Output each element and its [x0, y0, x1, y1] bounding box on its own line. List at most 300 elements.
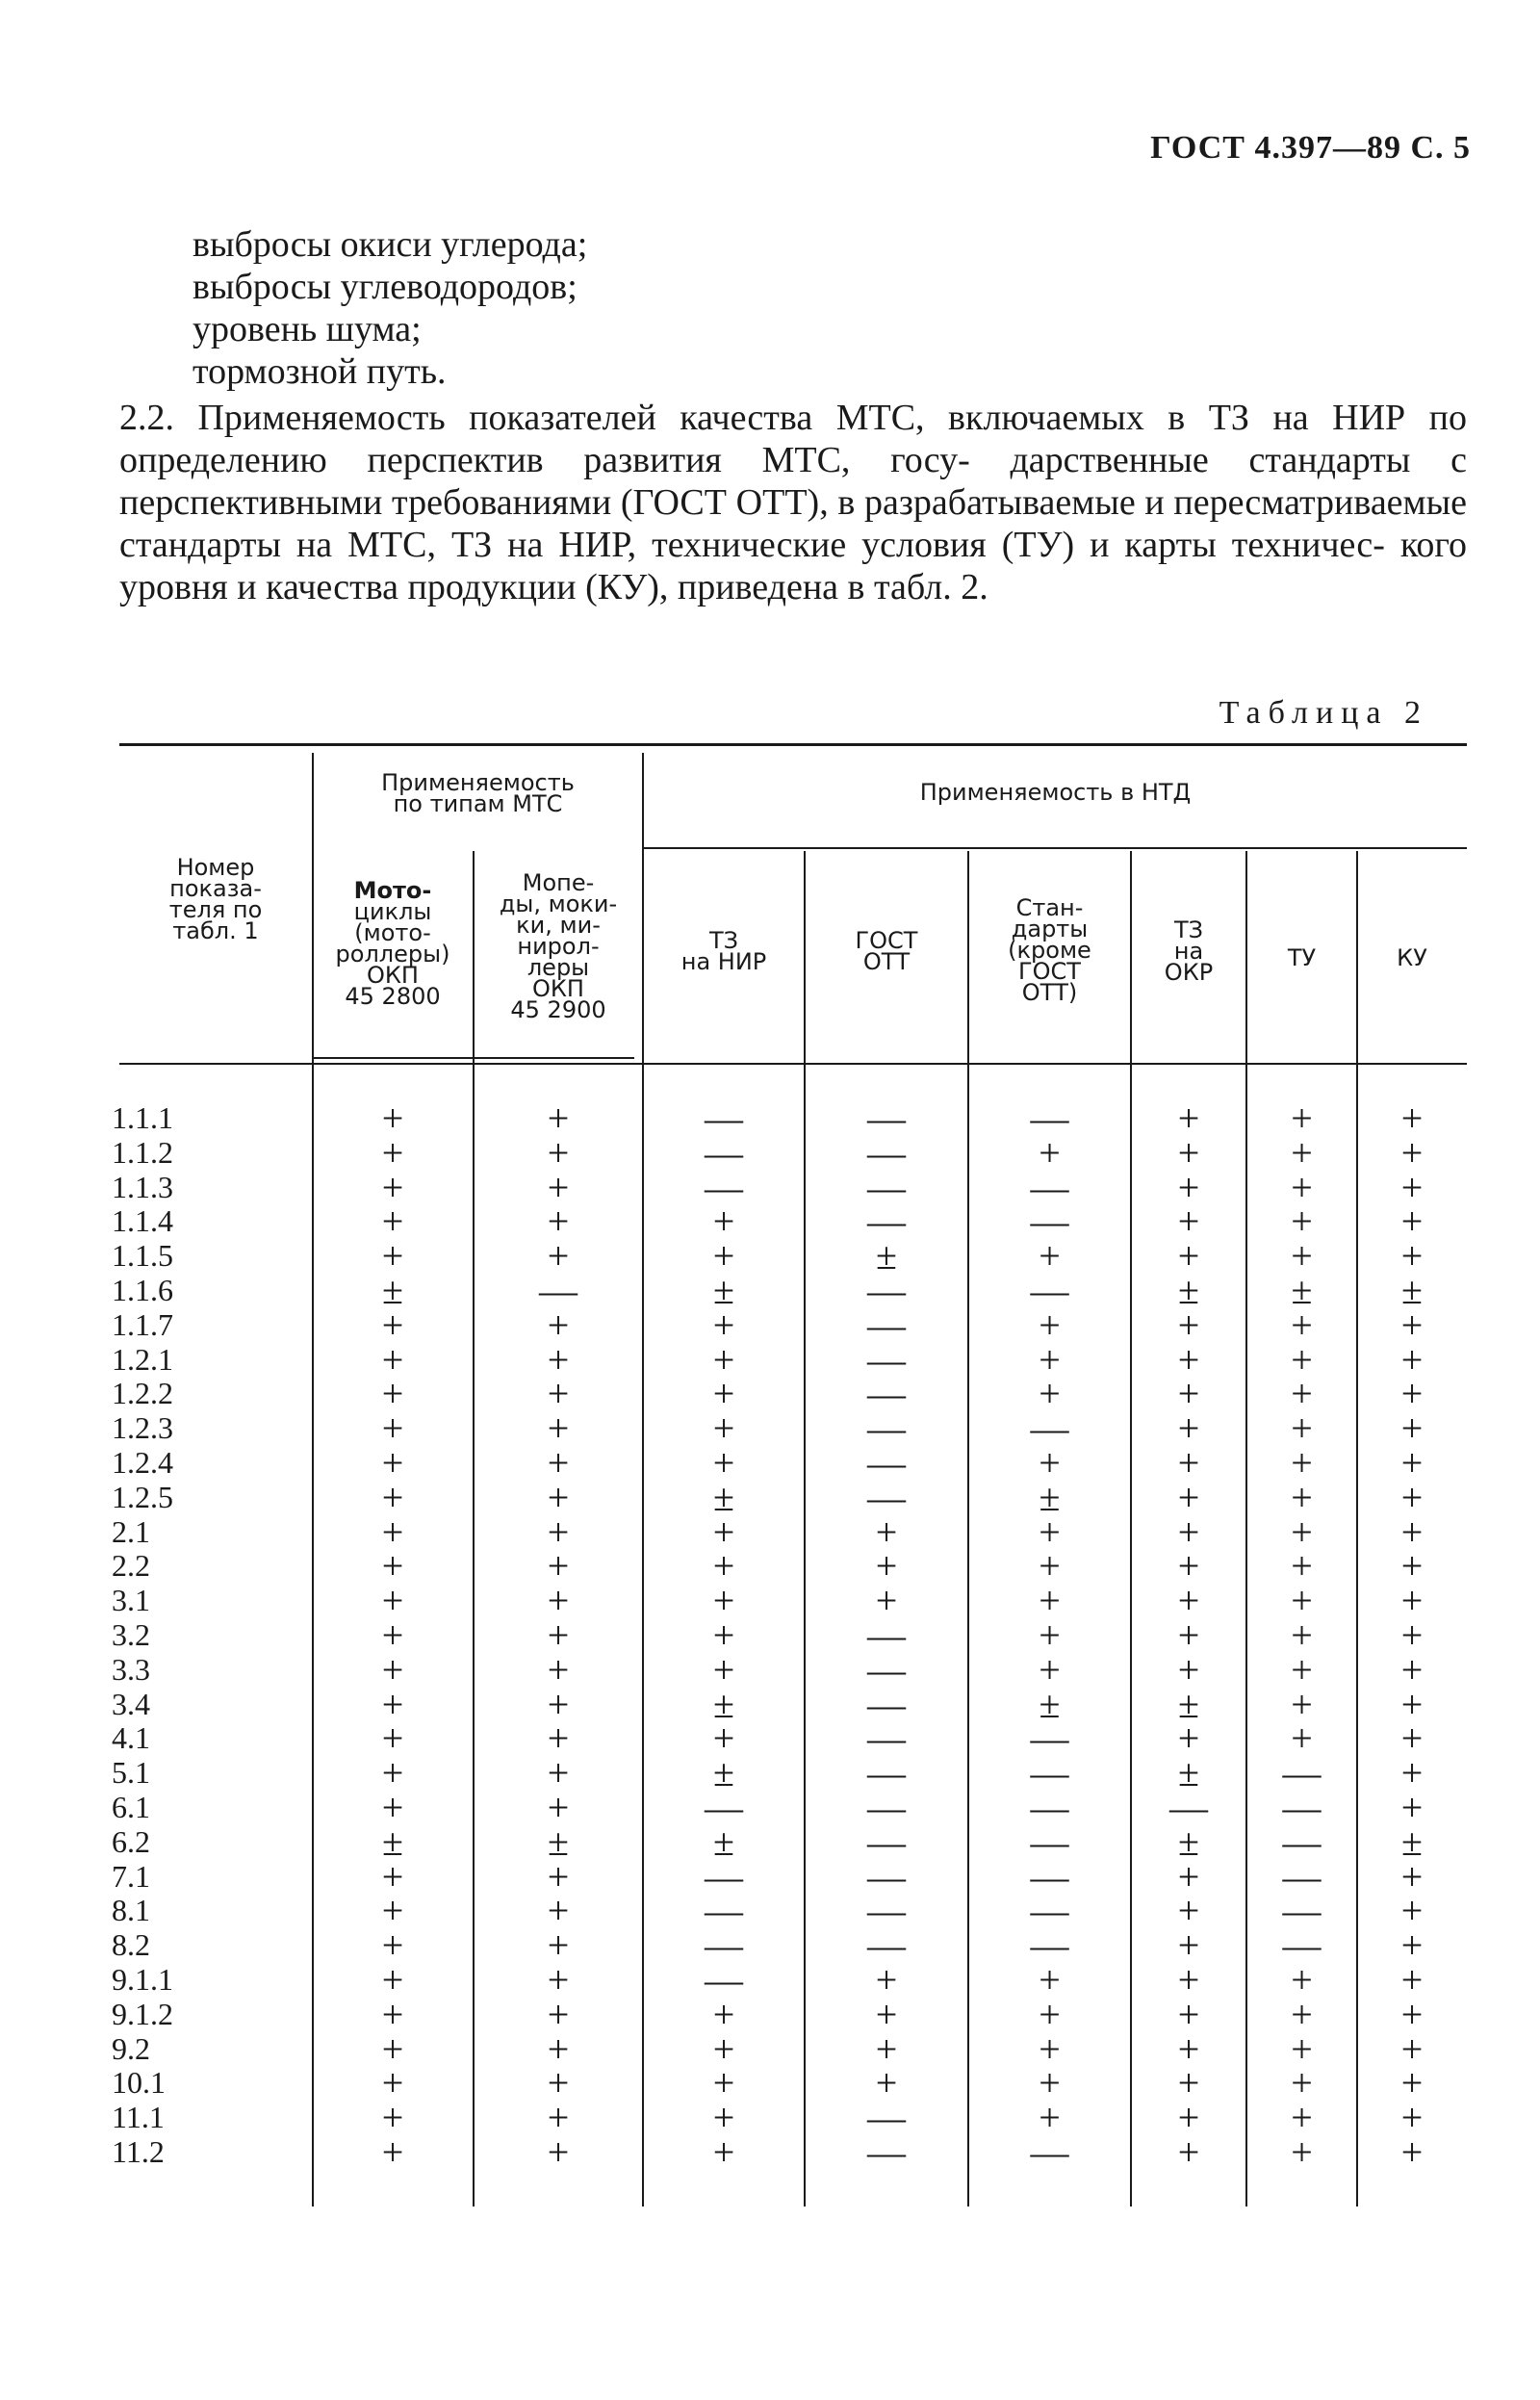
- table-row: [112, 1647, 1467, 1691]
- table-row: [112, 1475, 1467, 1519]
- row-number: 2.2: [112, 1548, 150, 1584]
- table-cell: +: [381, 1097, 404, 1140]
- table-cell: +: [1400, 1785, 1424, 1829]
- table-cell: +: [1400, 2129, 1424, 2174]
- row-number: 1.1.3: [112, 1169, 173, 1204]
- table-cell: +: [1400, 1510, 1424, 1554]
- table-cell: +: [1291, 1475, 1313, 1519]
- table-cell: —: [867, 1268, 906, 1312]
- table-cell: +: [712, 1372, 735, 1416]
- col-header-standards: Стан- дарты (кроме ГОСТ ОТТ): [1008, 894, 1091, 1006]
- table-cell: +: [712, 1406, 735, 1451]
- col-header-mopeds: Мопе- ды, моки- ки, ми- нирол- леры ОКП 45 2900: [499, 869, 618, 1023]
- table-cell: ±: [548, 1819, 569, 1864]
- table-cell: +: [1177, 2129, 1200, 2174]
- table-cell: +: [1400, 2061, 1424, 2105]
- table-cell: +: [1039, 1613, 1061, 1657]
- table-cell: —: [705, 1957, 743, 2001]
- table-cell: +: [712, 1613, 735, 1657]
- col-header-tu: ТУ: [1287, 944, 1317, 971]
- table-cell: +: [1291, 1165, 1313, 1209]
- table-row: [112, 1234, 1467, 1278]
- table-cell: +: [547, 1751, 570, 1795]
- table-cell: +: [1177, 2096, 1200, 2140]
- table-row: [112, 1785, 1467, 1829]
- table-cell: —: [1282, 1819, 1322, 1864]
- row-number: 1.2.1: [112, 1341, 173, 1377]
- table-cell: +: [1291, 1234, 1313, 1278]
- row-number: 1.2.2: [112, 1376, 173, 1411]
- table-row: [112, 1130, 1467, 1174]
- row-number: 8.1: [112, 1893, 150, 1928]
- table-cell: +: [1400, 1992, 1424, 2036]
- row-number: 5.1: [112, 1755, 150, 1791]
- table-cell: +: [381, 1751, 404, 1795]
- table-row: [112, 1957, 1467, 2001]
- table-cell: +: [381, 1130, 404, 1174]
- table-cell: +: [1400, 1200, 1424, 1244]
- table-cell: —: [867, 1613, 906, 1657]
- table-cell: +: [1291, 2096, 1313, 2140]
- table-cell: —: [1030, 1889, 1069, 1933]
- table-cell: +: [1177, 1165, 1200, 1209]
- table-cell: +: [1291, 1544, 1313, 1588]
- table-cell: +: [1400, 1716, 1424, 1761]
- table-cell: +: [1400, 1337, 1424, 1381]
- table-cell: —: [867, 1303, 906, 1347]
- table-cell: +: [547, 1097, 570, 1140]
- table-cell: —: [867, 1130, 906, 1174]
- table-cell: —: [1030, 1200, 1069, 1244]
- table-cell: ±: [1039, 1475, 1061, 1519]
- table-cell: —: [867, 1165, 906, 1209]
- table-cell: +: [1177, 1716, 1200, 1761]
- table-cell: +: [1400, 1303, 1424, 1347]
- table-cell: +: [1039, 1647, 1061, 1691]
- paragraph-line: МТС, ТЗ на НИР, технические условия (ТУ) и карты техничес-: [347, 525, 1385, 565]
- table-cell: +: [875, 2026, 898, 2071]
- table-cell: +: [712, 2096, 735, 2140]
- table-cell: +: [1400, 1372, 1424, 1416]
- table-row: [112, 1303, 1467, 1347]
- table-cell: +: [547, 1682, 570, 1726]
- table-cell: +: [712, 1510, 735, 1554]
- table-cell: +: [547, 1579, 570, 1623]
- table-cell: +: [712, 1716, 735, 1761]
- table-cell: +: [381, 2096, 404, 2140]
- table-cell: +: [381, 1510, 404, 1554]
- table-cell: +: [381, 1337, 404, 1381]
- table-cell: +: [547, 1957, 570, 2001]
- table-cell: +: [547, 2096, 570, 2140]
- table-cell: +: [1291, 1992, 1313, 2036]
- row-number: 3.3: [112, 1651, 150, 1687]
- table-row: [112, 1751, 1467, 1795]
- table-cell: +: [1039, 1440, 1061, 1484]
- row-number: 1.1.5: [112, 1238, 173, 1274]
- table-cell: ±: [713, 1819, 734, 1864]
- table-cell: ±: [382, 1819, 403, 1864]
- table-cell: +: [875, 1579, 898, 1623]
- paragraph-2-2: [119, 397, 1467, 608]
- table-cell: +: [381, 1923, 404, 1968]
- row-number: 8.2: [112, 1927, 150, 1963]
- row-number: 1.1.7: [112, 1306, 173, 1342]
- row-number: 4.1: [112, 1720, 150, 1756]
- row-number: 11.2: [112, 2133, 165, 2169]
- table-cell: —: [1030, 1097, 1069, 1140]
- table-cell: +: [1400, 1613, 1424, 1657]
- table-cell: —: [1030, 1165, 1069, 1209]
- table-cell: —: [1282, 1923, 1322, 1968]
- table-cell: +: [547, 1716, 570, 1761]
- table-cell: —: [867, 1889, 906, 1933]
- table-cell: +: [547, 1165, 570, 1209]
- table-cell: —: [867, 1854, 906, 1898]
- table-cell: +: [547, 2026, 570, 2071]
- table-cell: +: [381, 1406, 404, 1451]
- table-cell: +: [1039, 1544, 1061, 1588]
- row-number: 9.1.1: [112, 1961, 173, 1997]
- table-cell: +: [1177, 1854, 1200, 1898]
- table-row: [112, 1716, 1467, 1761]
- table-cell: —: [705, 1923, 743, 1968]
- table-cell: +: [1291, 1440, 1313, 1484]
- table-cell: —: [1282, 1785, 1322, 1829]
- paragraph-line: в ТЗ на НИР по определению перспектив развития МТС, госу-: [119, 398, 1468, 480]
- table-cell: ±: [1291, 1268, 1313, 1312]
- table-cell: +: [1177, 1889, 1200, 1933]
- table-cell: +: [1291, 1130, 1313, 1174]
- table-cell: —: [867, 1475, 906, 1519]
- emissions-list: [192, 223, 587, 393]
- table-cell: —: [1030, 1751, 1069, 1795]
- table-row: [112, 1992, 1467, 2036]
- table-cell: +: [1291, 2026, 1313, 2071]
- table-row: [112, 1923, 1467, 1968]
- table-cell: —: [1030, 1785, 1069, 1829]
- table-body: [112, 1097, 1467, 2174]
- table-cell: +: [875, 1544, 898, 1588]
- row-number: 1.2.4: [112, 1444, 173, 1480]
- table-cell: +: [1177, 1440, 1200, 1484]
- table-cell: +: [1177, 1406, 1200, 1451]
- table-cell: +: [712, 1579, 735, 1623]
- table-cell: +: [1400, 1647, 1424, 1691]
- table-cell: —: [867, 1647, 906, 1691]
- table-cell: —: [705, 1854, 743, 1898]
- table-cell: +: [712, 1303, 735, 1347]
- list-item: выбросы окиси углерода;: [192, 224, 588, 265]
- row-number: 1.2.3: [112, 1410, 173, 1446]
- header-bottom-rule: [119, 1063, 1467, 1065]
- table-cell: +: [1291, 1682, 1313, 1726]
- table-cell: ±: [713, 1268, 734, 1312]
- table-cell: +: [381, 1716, 404, 1761]
- table-cell: +: [1400, 1923, 1424, 1968]
- row-number: 1.1.2: [112, 1134, 173, 1170]
- table-cell: —: [867, 1440, 906, 1484]
- table-cell: +: [875, 1957, 898, 2001]
- col-header-number: Номер показа- теля по табл. 1: [168, 854, 263, 944]
- table-cell: —: [1169, 1785, 1208, 1829]
- table-cell: +: [381, 1544, 404, 1588]
- table-cell: +: [1177, 2026, 1200, 2071]
- row-number: 7.1: [112, 1858, 150, 1894]
- table-cell: +: [712, 1200, 735, 1244]
- table-cell: +: [1400, 2026, 1424, 2071]
- table-cell: —: [1030, 1268, 1069, 1312]
- list-item: уровень шума;: [192, 309, 422, 349]
- table-cell: +: [1039, 1579, 1061, 1623]
- table-row: [112, 1682, 1467, 1726]
- table-row: [112, 1544, 1467, 1588]
- table-cell: +: [1291, 1200, 1313, 1244]
- table-cell: —: [1030, 1854, 1069, 1898]
- table-cell: +: [1291, 1372, 1313, 1416]
- header-subrule-ntd: [644, 847, 1467, 849]
- table-cell: +: [547, 2061, 570, 2105]
- table-cell: ±: [1178, 1268, 1199, 1312]
- table-cell: +: [1177, 1097, 1200, 1140]
- table-cell: +: [1400, 1751, 1424, 1795]
- table-cell: +: [1400, 1440, 1424, 1484]
- table-cell: +: [1177, 1923, 1200, 1968]
- table-cell: +: [381, 1854, 404, 1898]
- table-cell: +: [712, 1544, 735, 1588]
- table-cell: +: [1039, 1303, 1061, 1347]
- table-cell: +: [1291, 1579, 1313, 1623]
- table-row: [112, 1440, 1467, 1484]
- table-cell: +: [1177, 1303, 1200, 1347]
- table-cell: +: [712, 1337, 735, 1381]
- table-cell: +: [547, 1440, 570, 1484]
- table-row: [112, 1200, 1467, 1244]
- table-cell: +: [547, 1613, 570, 1657]
- table-row: [112, 1579, 1467, 1623]
- row-number: 9.2: [112, 2030, 150, 2066]
- row-number: 1.2.5: [112, 1479, 173, 1514]
- table-cell: +: [1400, 1682, 1424, 1726]
- table-cell: +: [1039, 1130, 1061, 1174]
- table-cell: +: [1400, 1544, 1424, 1588]
- row-number: 6.2: [112, 1823, 150, 1859]
- table-cell: ±: [1178, 1682, 1199, 1726]
- row-number: 6.1: [112, 1789, 150, 1824]
- row-number: 9.1.2: [112, 1996, 173, 2031]
- row-number: 3.4: [112, 1686, 150, 1721]
- table-row: [112, 1337, 1467, 1381]
- table-cell: ±: [876, 1234, 897, 1278]
- table-cell: +: [1177, 1579, 1200, 1623]
- table-cell: +: [1291, 1097, 1313, 1140]
- table-cell: —: [867, 1716, 906, 1761]
- table-row: [112, 1372, 1467, 1416]
- table-cell: +: [381, 1303, 404, 1347]
- table-cell: ±: [382, 1268, 403, 1312]
- list-item: выбросы углеводородов;: [192, 267, 578, 307]
- table-cell: ±: [713, 1751, 734, 1795]
- table-cell: —: [1030, 1406, 1069, 1451]
- table-cell: +: [381, 2129, 404, 2174]
- table-cell: —: [867, 1785, 906, 1829]
- table-cell: +: [547, 1200, 570, 1244]
- table-cell: +: [381, 2061, 404, 2105]
- table-cell: +: [1177, 1647, 1200, 1691]
- table-cell: +: [1291, 1337, 1313, 1381]
- col-header-motorcycles: Мото- циклы (мото- роллеры) ОКП 45 2800: [335, 877, 450, 1010]
- table-cell: +: [1177, 1130, 1200, 1174]
- paragraph-line: дарственные стандарты с перспективными требованиями (ГОСТ: [119, 440, 1468, 523]
- table-cell: +: [547, 1854, 570, 1898]
- table-cell: +: [547, 1303, 570, 1347]
- row-number: 1.1.1: [112, 1100, 173, 1135]
- table-cell: +: [1400, 1889, 1424, 1933]
- table-cell: +: [547, 1889, 570, 1933]
- col-header-ku: КУ: [1397, 944, 1427, 971]
- table-cell: +: [712, 2129, 735, 2174]
- table-cell: +: [547, 1337, 570, 1381]
- table-cell: —: [539, 1268, 578, 1312]
- table-row: [112, 1613, 1467, 1657]
- table-cell: ±: [1178, 1819, 1199, 1864]
- list-item: тормозной путь.: [192, 351, 447, 392]
- table-cell: +: [547, 2129, 570, 2174]
- table-top-rule: [119, 743, 1467, 746]
- row-number: 1.1.4: [112, 1203, 173, 1239]
- table-row: [112, 1268, 1467, 1312]
- table-row: [112, 2096, 1467, 2140]
- table-cell: +: [1400, 1234, 1424, 1278]
- table-cell: ±: [1178, 1751, 1199, 1795]
- table-cell: +: [1039, 1957, 1061, 2001]
- table-cell: +: [1291, 1957, 1313, 2001]
- table-row: [112, 1889, 1467, 1933]
- table-cell: —: [1282, 1854, 1322, 1898]
- table-cell: +: [712, 2026, 735, 2071]
- table-cell: —: [867, 1200, 906, 1244]
- group-header-by-type: Применяемость по типам МТС: [381, 769, 575, 817]
- table-cell: +: [381, 1372, 404, 1416]
- table-cell: +: [1177, 1475, 1200, 1519]
- table-cell: +: [1400, 2096, 1424, 2140]
- table-cell: +: [875, 2061, 898, 2105]
- table-cell: +: [381, 1200, 404, 1244]
- table-row: [112, 1819, 1467, 1864]
- table-cell: +: [381, 2026, 404, 2071]
- table-row: [112, 2129, 1467, 2174]
- group-header-in-ntd: Применяемость в НТД: [919, 779, 1192, 806]
- table-cell: +: [1291, 1716, 1313, 1761]
- table-cell: +: [1177, 1200, 1200, 1244]
- table-cell: +: [1291, 1406, 1313, 1451]
- table-cell: +: [1400, 1957, 1424, 2001]
- table-cell: +: [875, 1992, 898, 2036]
- table-cell: —: [1030, 2129, 1069, 2174]
- col-header-gost-ott: ГОСТ ОТТ: [855, 927, 918, 975]
- table-cell: —: [705, 1097, 743, 1140]
- table-cell: +: [712, 1992, 735, 2036]
- table-cell: +: [1291, 1647, 1313, 1691]
- table-cell: +: [1039, 2026, 1061, 2071]
- table-cell: +: [547, 1785, 570, 1829]
- paragraph-line: ОТТ), в разрабатываемые и пересматриваемые стандарты на: [119, 482, 1467, 565]
- paragraph-line: 2.2. Применяемость показателей качества МТС, включаемых: [119, 398, 1144, 438]
- table-cell: +: [1291, 1510, 1313, 1554]
- table-cell: +: [1177, 1510, 1200, 1554]
- row-number: 3.2: [112, 1616, 150, 1652]
- table-row: [112, 1510, 1467, 1554]
- table-cell: +: [547, 1510, 570, 1554]
- table-cell: +: [1039, 2096, 1061, 2140]
- running-head: ГОСТ 4.397—89 С. 5: [1150, 130, 1471, 166]
- table-cell: —: [867, 1406, 906, 1451]
- table-cell: +: [1177, 1613, 1200, 1657]
- table-cell: +: [712, 1647, 735, 1691]
- table-cell: +: [381, 1234, 404, 1278]
- table-cell: +: [547, 1647, 570, 1691]
- row-number: 2.1: [112, 1513, 150, 1549]
- table-cell: +: [547, 1130, 570, 1174]
- table-cell: —: [867, 1682, 906, 1726]
- row-number: 3.1: [112, 1583, 150, 1618]
- table-cell: —: [867, 1923, 906, 1968]
- table-caption: Таблица 2: [1219, 695, 1428, 731]
- applicability-table: [112, 743, 1467, 2216]
- table-cell: +: [381, 1165, 404, 1209]
- table-cell: +: [547, 1234, 570, 1278]
- table-cell: +: [381, 1475, 404, 1519]
- table-cell: +: [1400, 1165, 1424, 1209]
- table-cell: +: [381, 1889, 404, 1933]
- table-cell: —: [1030, 1819, 1069, 1864]
- table-cell: +: [1291, 2129, 1313, 2174]
- table-cell: +: [1039, 2061, 1061, 2105]
- table-cell: +: [547, 1475, 570, 1519]
- table-cell: +: [712, 2061, 735, 2105]
- table-cell: +: [1177, 1234, 1200, 1278]
- table-cell: +: [381, 1992, 404, 2036]
- paragraph-line: кого уровня и качества продукции (КУ), приведена в табл. 2.: [119, 525, 1468, 607]
- table-cell: +: [547, 1406, 570, 1451]
- table-cell: —: [867, 1097, 906, 1140]
- table-cell: —: [1282, 1889, 1322, 1933]
- table-cell: —: [1030, 1716, 1069, 1761]
- table-cell: +: [1400, 1406, 1424, 1451]
- table-cell: +: [547, 1544, 570, 1588]
- table-cell: +: [712, 1440, 735, 1484]
- table-row: [112, 1165, 1467, 1209]
- table-cell: +: [381, 1785, 404, 1829]
- row-number: 1.1.6: [112, 1272, 173, 1307]
- table-cell: +: [1177, 1957, 1200, 2001]
- table-cell: +: [1039, 1992, 1061, 2036]
- table-cell: ±: [1401, 1268, 1423, 1312]
- table-cell: +: [875, 1510, 898, 1554]
- table-cell: +: [381, 1579, 404, 1623]
- table-cell: +: [381, 1613, 404, 1657]
- table-cell: +: [381, 1957, 404, 2001]
- table-cell: +: [1291, 1303, 1313, 1347]
- table-cell: ±: [1401, 1819, 1423, 1864]
- table-cell: —: [705, 1785, 743, 1829]
- table-cell: +: [1400, 1854, 1424, 1898]
- table-cell: —: [705, 1130, 743, 1174]
- table-cell: —: [867, 1751, 906, 1795]
- table-cell: +: [381, 1682, 404, 1726]
- table-cell: +: [1177, 1372, 1200, 1416]
- table-cell: +: [1400, 1130, 1424, 1174]
